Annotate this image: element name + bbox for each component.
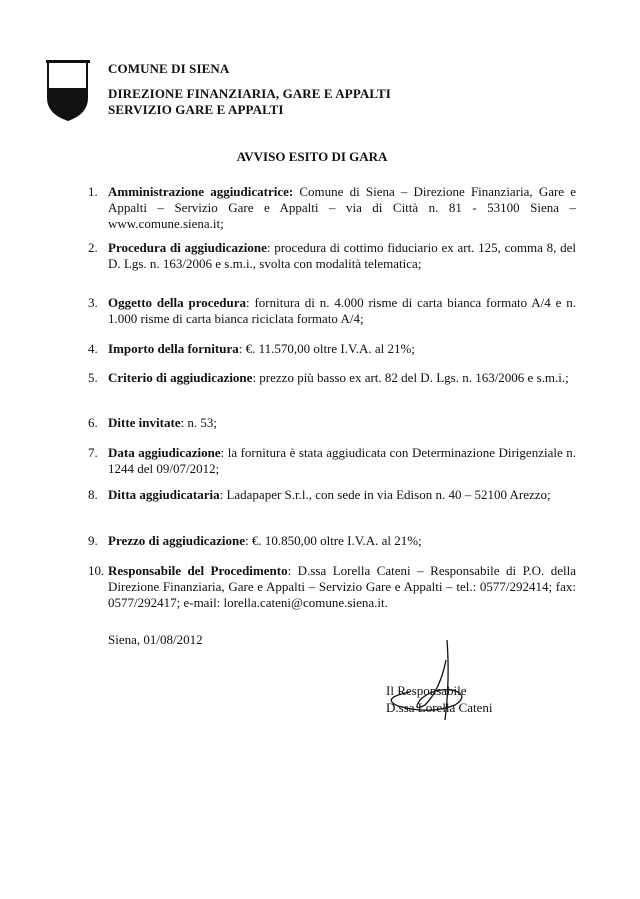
list-item [88,445,576,477]
shield-logo [46,60,92,122]
item-body: : fornitura di n. 4.000 risme di carta bianca formato A/4 e n. 1.000 risme di carta bianca riciclata formato A/4; [108,295,576,326]
item-number: 6. [88,415,98,430]
item-text [108,563,576,611]
list-item [88,184,576,232]
item-text [108,240,576,272]
item-number: 10. [88,563,105,578]
list-item [88,563,576,611]
item-body: : Ladapaper S.r.l., con sede in via Edison n. 40 – 52100 Arezzo; [219,487,551,502]
item-number: 8. [88,487,98,502]
item-body: : n. 53; [180,415,218,430]
title-text: AVVISO ESITO DI GARA [236,149,388,164]
item-number: 7. [88,445,98,460]
item-label: Procedura di aggiudicazione [108,240,267,255]
item-text [108,445,576,477]
item-body: Comune di Siena – Direzione Finanziaria, Gare e Appalti – Servizio Gare e Appalti – via di Città n. 81 - 53100 Siena – www.comune.siena.it; [108,184,576,231]
item-body: : €. 11.570,00 oltre I.V.A. al 21%; [238,341,415,356]
item-label: Oggetto della procedura [108,295,246,310]
item-number: 1. [88,184,98,199]
item-text [108,295,576,327]
item-number: 2. [88,240,98,255]
item-label: Importo della fornitura [108,341,239,356]
list-item [88,533,576,549]
header-line-2: DIREZIONE FINANZIARIA, GARE E APPALTI [108,86,391,101]
place-date: Siena, 01/08/2012 [108,632,203,647]
item-body: : prezzo più basso ex art. 82 del D. Lgs. n. 163/2006 e s.m.i.; [252,370,569,385]
item-text [108,415,576,431]
item-text [108,341,576,357]
signature-name: D.ssa Lorella Cateni [386,700,493,715]
list-item [88,341,576,357]
signature-role: Il Responsabile [386,683,467,698]
list-item [88,487,576,503]
item-number: 4. [88,341,98,356]
header-line-3: SERVIZIO GARE E APPALTI [108,102,284,117]
list-item [88,295,576,327]
item-label: Criterio di aggiudicazione [108,370,253,385]
item-number: 3. [88,295,98,310]
item-body: : procedura di cottimo fiduciario ex art. 125, comma 8, del D. Lgs. n. 163/2006 e s.m.i., svolta con modalità telematica; [108,240,576,271]
list-item [88,370,576,386]
list-item [88,415,576,431]
item-label: Ditte invitate [108,415,181,430]
item-text [108,533,576,549]
item-text [108,184,576,232]
item-body: : la fornitura è stata aggiudicata con Determinazione Dirigenziale n. 1244 del 09/07/2012; [108,445,576,476]
item-label: Prezzo di aggiudicazione [108,533,245,548]
list-item [88,240,576,272]
item-body: : €. 10.850,00 oltre I.V.A. al 21%; [244,533,422,548]
item-number: 9. [88,533,98,548]
item-label: Data aggiudicazione [108,445,221,460]
item-label: Ditta aggiudicataria [108,487,220,502]
document-title [0,149,640,165]
item-label: Amministrazione aggiudicatrice: [108,184,294,199]
item-number: 5. [88,370,98,385]
item-text [108,487,576,503]
item-text [108,370,576,386]
item-label: Responsabile del Procedimento [108,563,288,578]
header-line-1: COMUNE DI SIENA [108,61,230,76]
item-body: : D.ssa Lorella Cateni – Responsabile di P.O. della Direzione Finanziaria, Gare e Appalti – Servizio Gare e Appalti – tel.: 0577/292414; fax: 0577/292417; e-mail: lorella.cateni@comune.siena.it. [108,563,576,610]
